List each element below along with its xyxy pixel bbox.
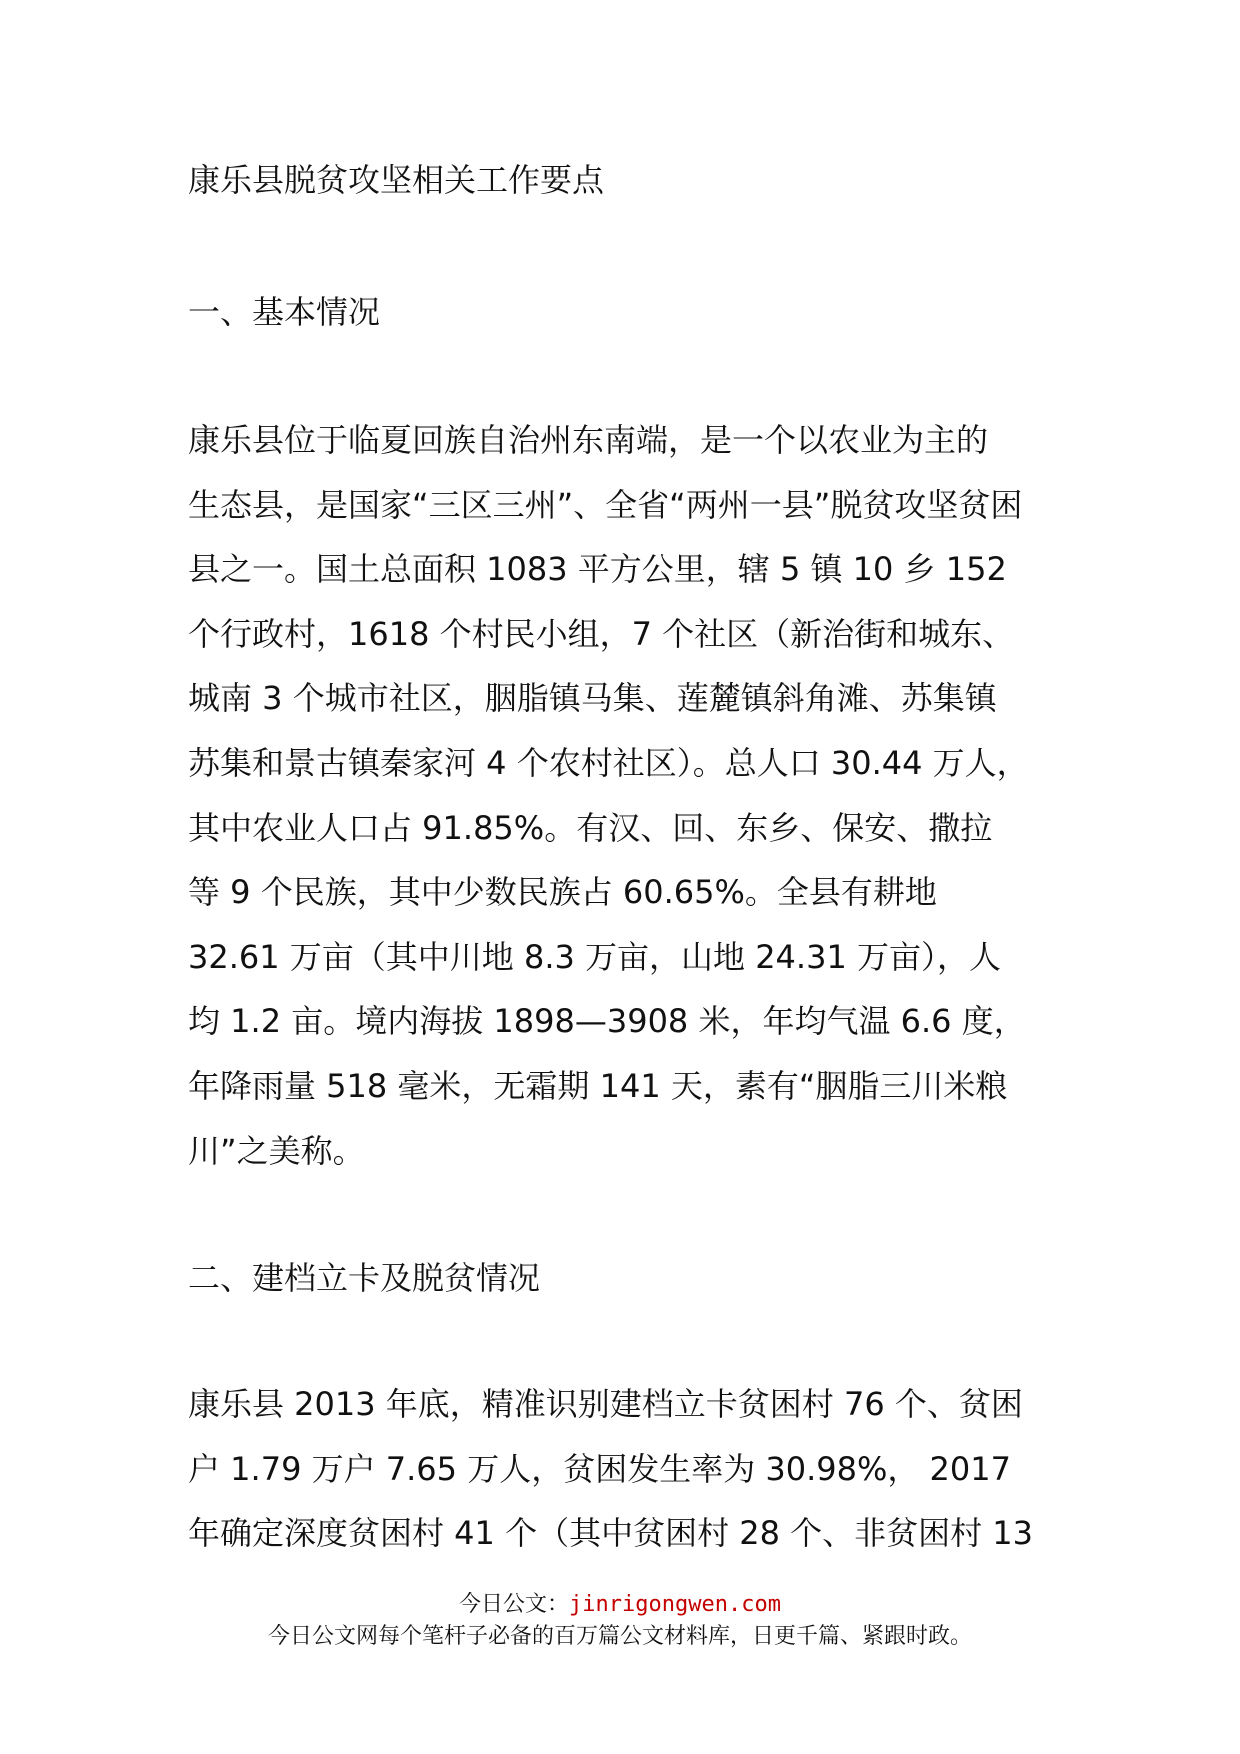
footer-label: 今日公文： xyxy=(459,1592,570,1617)
document-title: 康乐县脱贫攻坚相关工作要点 xyxy=(188,161,605,199)
paragraph-line: 均 1.2 亩。境内海拔 1898—3908 米，年均气温 6.6 度， xyxy=(188,1002,1026,1041)
paragraph-line: 个行政村，1618 个村民小组，7 个社区（新治街和城东、 xyxy=(188,614,1015,653)
paragraph-line: 等 9 个民族，其中少数民族占 60.65%。全县有耕地 xyxy=(188,873,937,912)
paragraph-line: 苏集和景古镇秦家河 4 个农村社区）。总人口 30.44 万人， xyxy=(188,743,1029,782)
section-heading-poverty-status: 二、建档立卡及脱贫情况 xyxy=(188,1259,541,1297)
section-heading-basic-info: 一、基本情况 xyxy=(188,293,381,331)
paragraph-line: 县之一。国土总面积 1083 平方公里，辖 5 镇 10 乡 152 xyxy=(188,550,1007,589)
paragraph-line: 年降雨量 518 毫米，无霜期 141 天，素有“胭脂三川米粮 xyxy=(188,1066,1008,1105)
paragraph-line: 32.61 万亩（其中川地 8.3 万亩，山地 24.31 万亩），人 xyxy=(188,937,1001,976)
paragraph-basic-info xyxy=(188,408,1068,1183)
paragraph-line: 其中农业人口占 91.85%。有汉、回、东乡、保安、撒拉 xyxy=(188,808,993,847)
paragraph-line: 户 1.79 万户 7.65 万人，贫困发生率为 30.98%， 2017 xyxy=(188,1449,1011,1488)
paragraph-line: 康乐县位于临夏回族自治州东南端，是一个以农业为主的 xyxy=(188,421,989,459)
footer-source xyxy=(0,1590,1240,1620)
paragraph-poverty-status xyxy=(188,1372,1068,1566)
footer-tagline: 今日公文网每个笔杆子必备的百万篇公文材料库，日更千篇、紧跟时政。 xyxy=(267,1624,972,1649)
paragraph-line: 年确定深度贫困村 41 个（其中贫困村 28 个、非贫困村 13 xyxy=(188,1514,1034,1553)
footer-url-link[interactable]: jinrigongwen.com xyxy=(569,1592,781,1617)
paragraph-line: 城南 3 个城市社区，胭脂镇马集、莲麓镇斜角滩、苏集镇 xyxy=(188,679,997,718)
paragraph-line: 川”之美称。 xyxy=(188,1131,365,1170)
paragraph-line: 生态县，是国家“三区三州”、全省“两州一县”脱贫攻坚贫困 xyxy=(188,485,1023,524)
paragraph-line: 康乐县 2013 年底，精准识别建档立卡贫困村 76 个、贫困 xyxy=(188,1385,1023,1423)
